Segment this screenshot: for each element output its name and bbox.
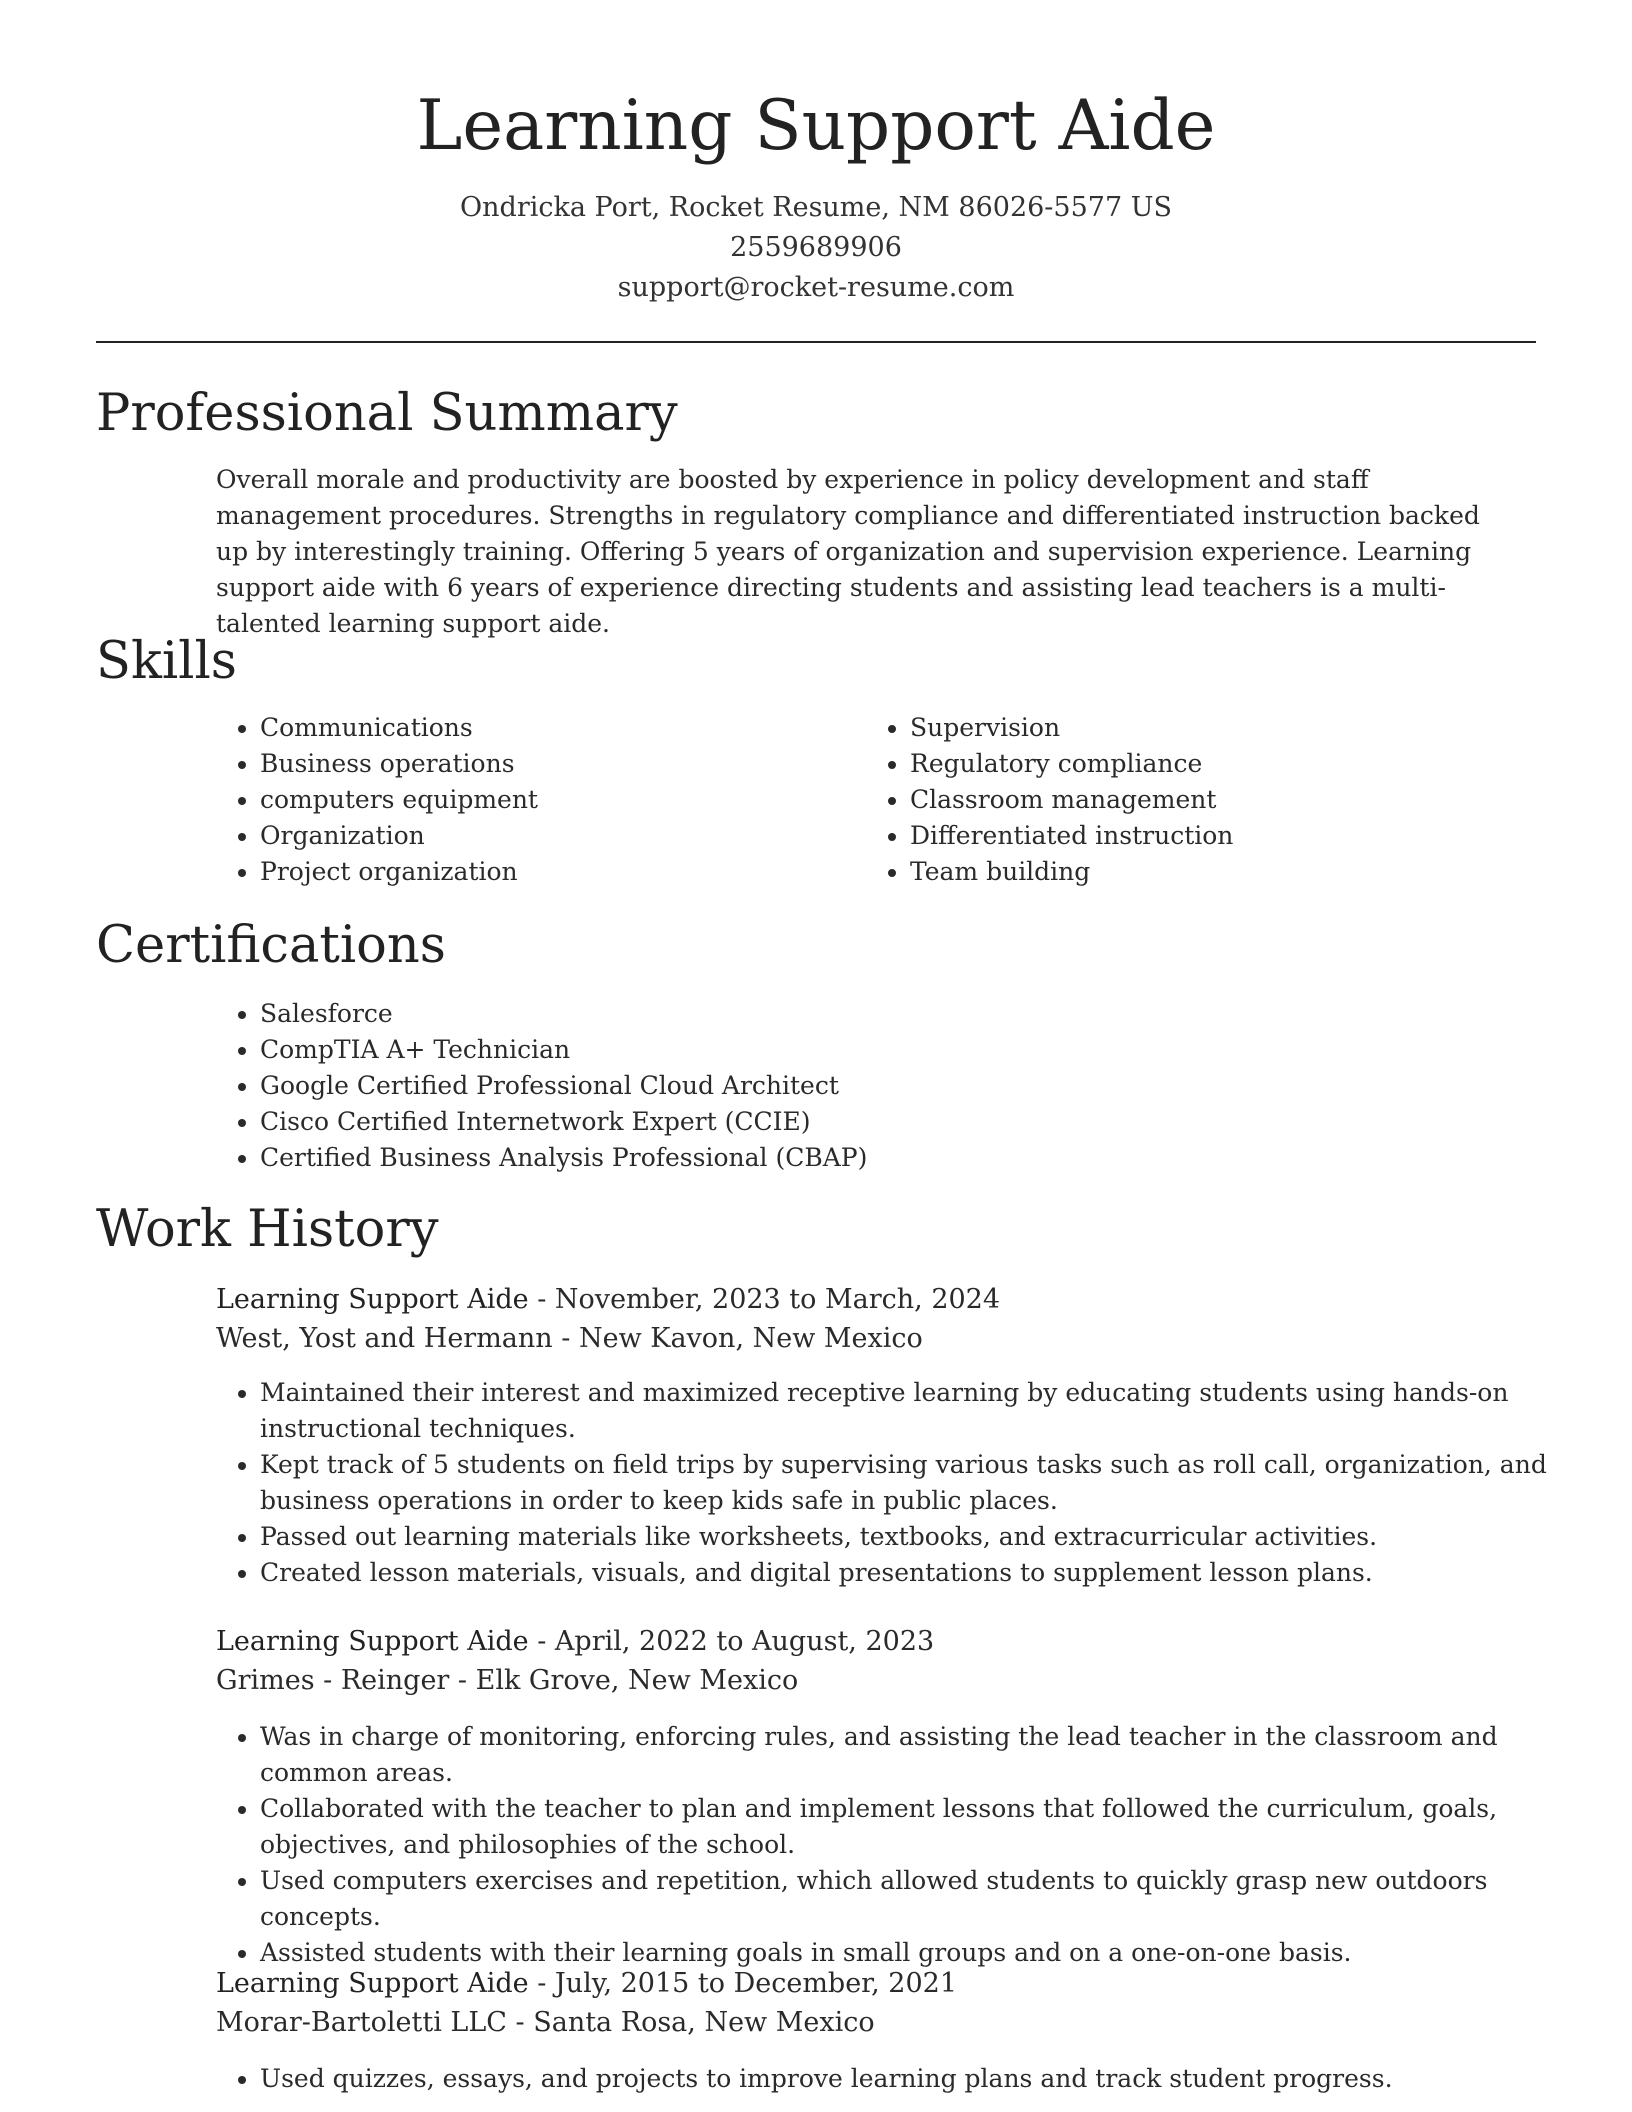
certifications-list [216, 996, 1560, 1176]
job-heading [216, 1965, 957, 2003]
list-item: • Was in charge of monitoring, enforcing rules, and assisting the lead teacher in the classroom and common areas. [260, 1719, 1560, 1791]
list-item: • Organization [260, 818, 860, 854]
section-title-summary: Professional Summary [96, 384, 678, 443]
job-location: - New Kavon, New Mexico [552, 1323, 923, 1354]
list-item: • Team building [910, 854, 1510, 890]
job-heading [216, 1281, 1000, 1319]
list-item: • Certified Business Analysis Professional (CBAP) [260, 1140, 1560, 1176]
job-location: - Elk Grove, New Mexico [449, 1665, 799, 1696]
job-role: Learning Support Aide [216, 1968, 529, 1999]
list-item: • computers equipment [260, 782, 860, 818]
job-role: Learning Support Aide [216, 1284, 529, 1315]
job-employer [216, 1320, 923, 1358]
section-title-certifications: Certifications [96, 916, 446, 975]
job-bullets [216, 2061, 1560, 2097]
list-item: • Used quizzes, essays, and projects to improve learning plans and track student progress. [260, 2061, 1560, 2097]
list-item: • Salesforce [260, 996, 1560, 1032]
list-item: • Google Certified Professional Cloud Architect [260, 1068, 1560, 1104]
section-title-work-history: Work History [96, 1200, 439, 1259]
list-item: • Used computers exercises and repetition, which allowed students to quickly grasp new outdoors concepts. [260, 1863, 1560, 1935]
list-item: • Kept track of 5 students on field trips by supervising various tasks such as roll call, organization, and business operations in order to keep kids safe in public places. [260, 1447, 1560, 1519]
job-company: Morar-Bartoletti LLC [216, 2007, 507, 2038]
list-item: • Differentiated instruction [910, 818, 1510, 854]
section-title-skills: Skills [96, 632, 237, 691]
list-item: • Project organization [260, 854, 860, 890]
job-dates: - November, 2023 to March, 2024 [528, 1284, 1001, 1315]
header-divider [96, 341, 1536, 343]
job-company: Grimes - Reinger [216, 1665, 450, 1696]
job-dates: - July, 2015 to December, 2021 [528, 1968, 958, 1999]
skills-list-left [216, 710, 860, 890]
list-item: • Communications [260, 710, 860, 746]
skills-list-right [866, 710, 1510, 890]
job-role: Learning Support Aide [216, 1626, 529, 1657]
list-item: • CompTIA A+ Technician [260, 1032, 1560, 1068]
list-item: • Collaborated with the teacher to plan and implement lessons that followed the curriculum, goals, objectives, and philosophies of the school. [260, 1791, 1560, 1863]
job-employer [216, 2004, 875, 2042]
resume-name: Learning Support Aide [416, 86, 1216, 166]
contact-email: support@rocket-resume.com [617, 272, 1015, 303]
list-item: • Supervision [910, 710, 1510, 746]
job-location: - Santa Rosa, New Mexico [506, 2007, 875, 2038]
job-employer [216, 1662, 798, 1700]
list-item: • Classroom management [910, 782, 1510, 818]
list-item: • Cisco Certified Internetwork Expert (CCIE) [260, 1104, 1560, 1140]
job-company: West, Yost and Hermann [216, 1323, 553, 1354]
list-item: • Assisted students with their learning goals in small groups and on a one-on-one basis. [260, 1935, 1560, 1971]
job-heading [216, 1623, 934, 1661]
job-bullets [216, 1719, 1560, 1971]
list-item: • Regulatory compliance [910, 746, 1510, 782]
job-dates: - April, 2022 to August, 2023 [528, 1626, 935, 1657]
contact-phone: 2559689906 [730, 232, 902, 263]
list-item: • Passed out learning materials like worksheets, textbooks, and extracurricular activities. [260, 1519, 1560, 1555]
contact-address: Ondricka Port, Rocket Resume, NM 86026-5577 US [460, 192, 1172, 223]
summary-text: Overall morale and productivity are boosted by experience in policy development and staff management procedures. Strengths in regulatory compliance and differentiated instruction backed up by interestingly training. Offering 5 years of organization and supervision experience. Learning support aide with 6 years of experience directing students and assisting lead teachers is a multi-talented learning support aide. [216, 465, 1480, 638]
list-item: • Created lesson materials, visuals, and digital presentations to supplement lesson plans. [260, 1555, 1560, 1591]
job-bullets [216, 1375, 1560, 1591]
list-item: • Business operations [260, 746, 860, 782]
list-item: • Maintained their interest and maximized receptive learning by educating students using hands-on instructional techniques. [260, 1375, 1560, 1447]
